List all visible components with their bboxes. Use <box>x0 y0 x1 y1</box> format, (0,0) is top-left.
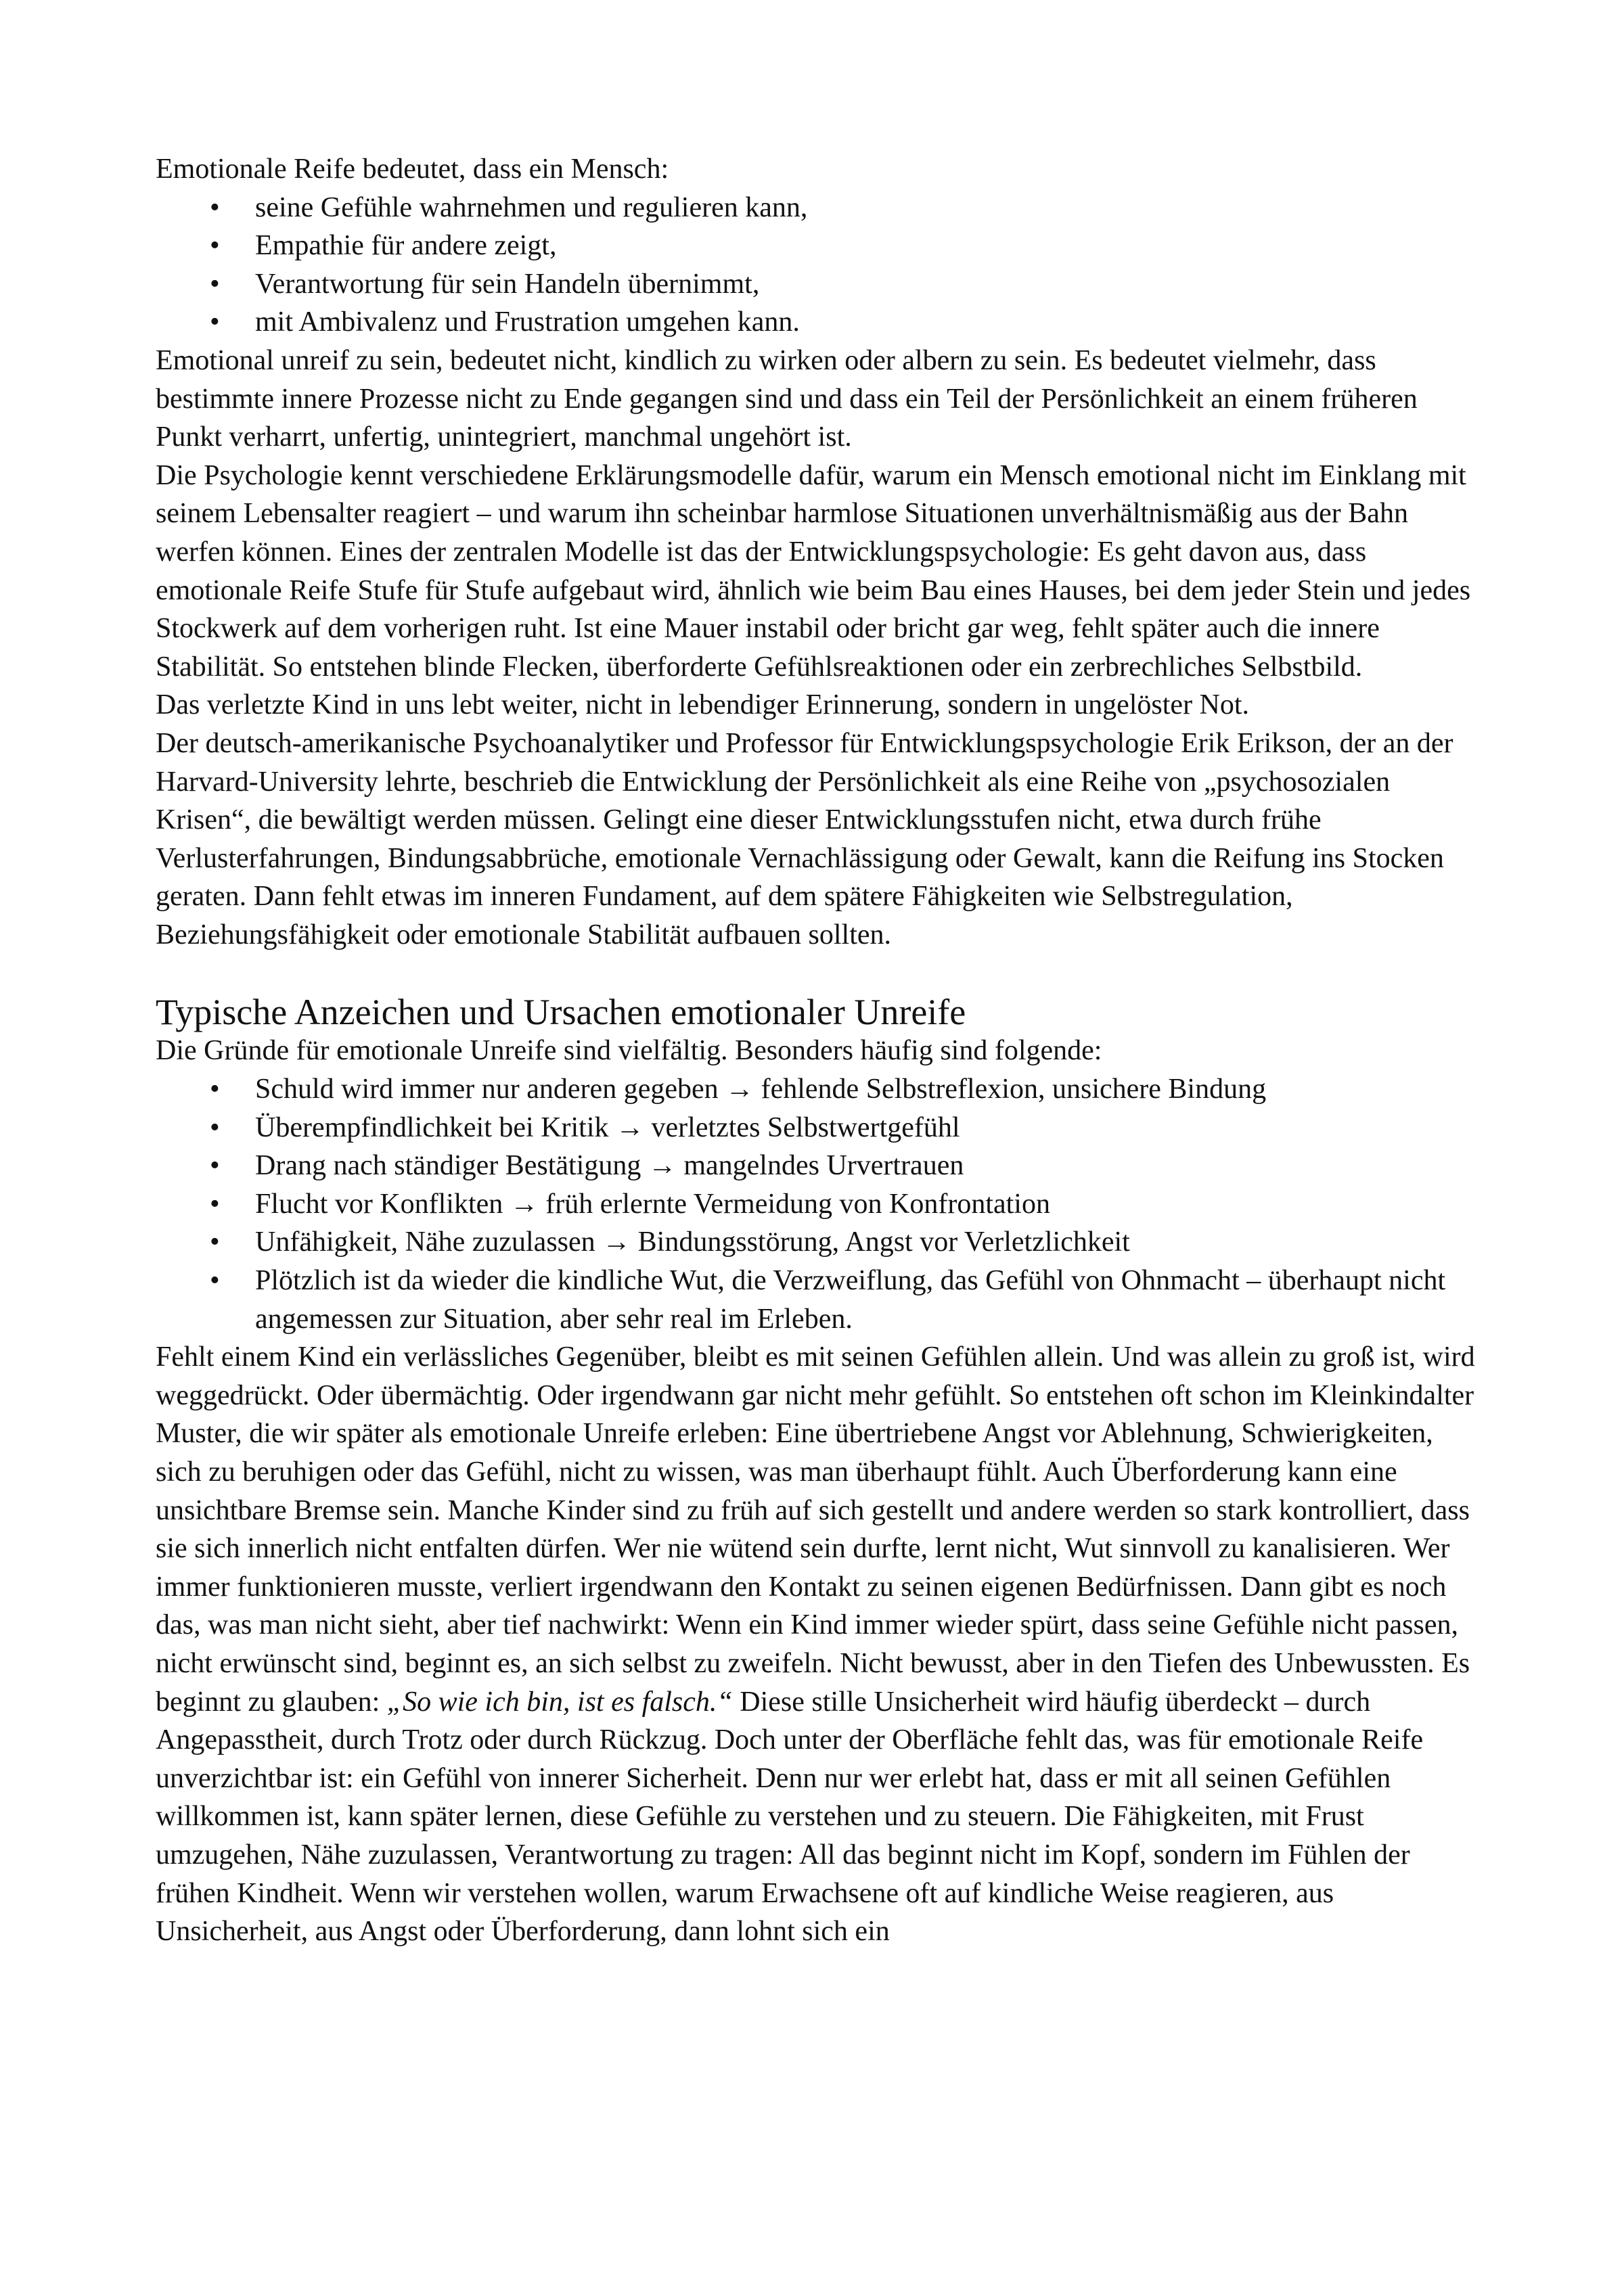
list-item: • Flucht vor Konflikten → früh erlernte Vermeidung von Konfrontation <box>156 1185 1482 1224</box>
bullet-icon: • <box>210 1111 220 1143</box>
section-heading: Typische Anzeichen und Ursachen emotionaler Unreife <box>156 992 966 1033</box>
bullet-icon: • <box>210 191 220 223</box>
list-item: • Plötzlich ist da wieder die kindliche Wut, die Verzweiflung, das Gefühl von Ohnmacht – überhaupt nicht angemessen zur Situation, aber sehr real im Erleben. <box>156 1262 1482 1338</box>
paragraph: Emotional unreif zu sein, bedeutet nicht, kindlich zu wirken oder albern zu sein. Es bedeutet vielmehr, dass bestimmte innere Prozesse nicht zu Ende gegangen sind und dass ein Teil der Persönlichkeit an einem früheren Punkt verharrt, unfertig, unintegriert, manchmal ungehört ist. <box>156 344 1418 453</box>
intro-text: Emotionale Reife bedeutet, dass ein Mensch: <box>156 154 669 185</box>
intro-list <box>156 189 1482 342</box>
bullet-icon: • <box>210 1150 220 1182</box>
list-item: • Verantwortung für sein Handeln übernimmt, <box>156 265 1482 304</box>
list-item: • Empathie für andere zeigt, <box>156 227 1482 265</box>
bullet-icon: • <box>210 230 220 262</box>
paragraph: Das verletzte Kind in uns lebt weiter, nicht in lebendiger Erinnerung, sondern in ungelöster Not. <box>156 689 1250 721</box>
bullet-icon: • <box>210 1226 220 1258</box>
section-intro: Die Gründe für emotionale Unreife sind vielfältig. Besonders häufig sind folgende: <box>156 1035 1102 1067</box>
list-item: • Unfähigkeit, Nähe zuzulassen → Bindungsstörung, Angst vor Verletzlichkeit <box>156 1223 1482 1262</box>
bullet-icon: • <box>210 1265 220 1297</box>
list-item: • mit Ambivalenz und Frustration umgehen kann. <box>156 303 1482 342</box>
paragraph: Der deutsch-amerikanische Psychoanalytiker und Professor für Entwicklungspsychologie Erik Erikson, der an der Harvard-University lehrte, beschrieb die Entwicklung der Persönlichkeit als eine Reihe von „psychosozialen Krisen“, die bewältigt werden müssen. Gelingt eine dieser Entwicklungsstufen nicht, etwa durch frühe Verlusterfahrungen, Bindungsabbrüche, emotionale Vernachlässigung oder Gewalt, kann die Reifung ins Stocken geraten. Dann fehlt etwas im inneren Fundament, auf dem spätere Fähigkeiten wie Selbstregulation, Beziehungsfähigkeit oder emotionale Stabilität aufbauen sollten. <box>156 727 1453 950</box>
bullet-icon: • <box>210 1188 220 1220</box>
paragraph: Die Psychologie kennt verschiedene Erklärungsmodelle dafür, warum ein Mensch emotional nicht im Einklang mit seinem Lebensalter reagiert – und warum ihn scheinbar harmlose Situationen unverhältnismäßig aus der Bahn werfen können. Eines der zentralen Modelle ist das der Entwicklungspsychologie: Es geht davon aus, dass emotionale Reife Stufe für Stufe aufgebaut wird, ähnlich wie beim Bau eines Hauses, bei dem jeder Stein und jedes Stockwerk auf dem vorherigen ruht. Ist eine Mauer instabil oder bricht gar weg, fehlt später auch die innere Stabilität. So entstehen blinde Flecken, überforderte Gefühlsreaktionen oder ein zerbrechliches Selbstbild. <box>156 459 1471 683</box>
italic-quote: „So wie ich bin, ist es falsch.“ <box>386 1686 733 1718</box>
bullet-icon: • <box>210 1074 220 1105</box>
bullet-icon: • <box>210 306 220 338</box>
bullet-icon: • <box>210 268 220 300</box>
document-page <box>156 150 1482 1951</box>
closing-paragraph: Fehlt einem Kind ein verlässliches Gegenüber, bleibt es mit seinen Gefühlen allein. Und was allein zu groß ist, wird weggedrückt. Oder übermächtig. Oder irgendwann gar nicht mehr gefühlt. So entstehen oft schon im Kleinkindalter Muster, die wir später als emotionale Unreife erleben: Eine übertriebene Angst vor Ablehnung, Schwierigkeiten, sich zu beruhigen oder das Gefühl, nicht zu wissen, was man überhaupt fühlt. Auch Überforderung kann eine unsichtbare Bremse sein. Manche Kinder sind zu früh auf sich gestellt und andere werden so stark kontrolliert, dass sie sich innerlich nicht entfalten dürfen. Wer nie wütend sein durfte, lernt nicht, Wut sinnvoll zu kanalisieren. Wer immer funktionieren musste, verliert irgendwann den Kontakt zu seinen eigenen Bedürfnissen. Dann gibt es noch das, was man nicht sieht, aber tief nachwirkt: Wenn ein Kind immer wieder spürt, dass seine Gefühle nicht passen, nicht erwünscht sind, beginnt es, an sich selbst zu zweifeln. Nicht bewusst, aber in den Tiefen des Unbewussten. Es beginnt zu glauben: „So wie ich bin, ist es falsch.“ Diese stille Unsicherheit wird häufig überdeckt – durch Angepasstheit, durch Trotz oder durch Rückzug. Doch unter der Oberfläche fehlt das, was für emotionale Reife unverzichtbar ist: ein Gefühl von innerer Sicherheit. Denn nur wer erlebt hat, dass er mit all seinen Gefühlen willkommen ist, kann später lernen, diese Gefühle zu verstehen und zu steuern. Die Fähigkeiten, mit Frust umzugehen, Nähe zuzulassen, Verantwortung zu tragen: All das beginnt nicht im Kopf, sondern im Fühlen der frühen Kindheit. Wenn wir verstehen wollen, warum Erwachsene oft auf kindliche Weise reagieren, aus Unsicherheit, aus Angst oder Überforderung, dann lohnt sich ein <box>156 1341 1475 1948</box>
list-item: • seine Gefühle wahrnehmen und regulieren kann, <box>156 189 1482 227</box>
signs-list <box>156 1070 1482 1338</box>
list-item: • Schuld wird immer nur anderen gegeben → fehlende Selbstreflexion, unsichere Bindung <box>156 1070 1482 1109</box>
list-item: • Überempfindlichkeit bei Kritik → verletztes Selbstwertgefühl <box>156 1109 1482 1147</box>
list-item: • Drang nach ständiger Bestätigung → mangelndes Urvertrauen <box>156 1147 1482 1185</box>
